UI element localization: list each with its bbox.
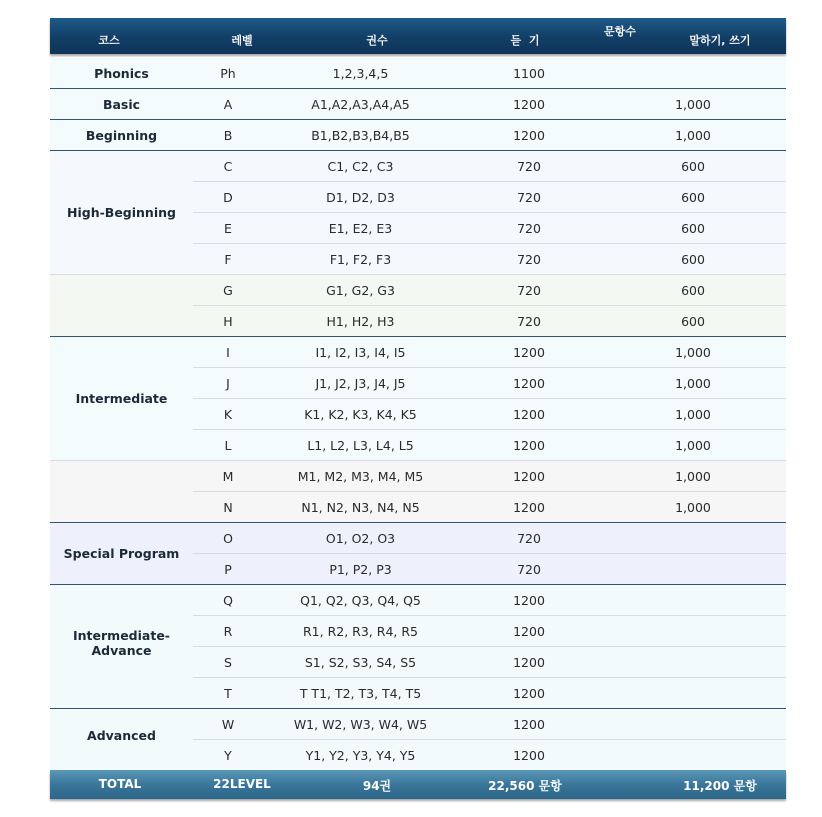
- header-books: 권수: [366, 34, 388, 47]
- header-listening: 듣 기: [510, 34, 540, 47]
- books-cell: N1, N2, N3, N4, N5: [263, 492, 458, 523]
- listening-cell: 1200: [458, 368, 600, 399]
- books-cell: E1, E2, E3: [263, 213, 458, 244]
- speaking-cell: [600, 709, 786, 740]
- listening-cell: 1200: [458, 492, 600, 523]
- course-spacer: [50, 275, 193, 337]
- books-cell: P1, P2, P3: [263, 554, 458, 585]
- level-cell: Y: [193, 740, 263, 771]
- table-row: [50, 275, 786, 306]
- level-cell: D: [193, 182, 263, 213]
- level-cell: T: [193, 678, 263, 709]
- level-cell: C: [193, 151, 263, 182]
- level-cell: N: [193, 492, 263, 523]
- course-spacer: [50, 461, 193, 523]
- books-cell: B1,B2,B3,B4,B5: [263, 120, 458, 151]
- speaking-cell: 1,000: [600, 399, 786, 430]
- table-row: [50, 461, 786, 492]
- books-cell: A1,A2,A3,A4,A5: [263, 89, 458, 120]
- books-cell: D1, D2, D3: [263, 182, 458, 213]
- books-cell: F1, F2, F3: [263, 244, 458, 275]
- books-cell: W1, W2, W3, W4, W5: [263, 709, 458, 740]
- listening-cell: 1200: [458, 89, 600, 120]
- level-cell: O: [193, 523, 263, 554]
- books-cell: L1, L2, L3, L4, L5: [263, 430, 458, 461]
- table-row: [50, 58, 786, 89]
- listening-cell: 720: [458, 151, 600, 182]
- listening-cell: 720: [458, 554, 600, 585]
- level-cell: I: [193, 337, 263, 368]
- course-name: Intermediate: [50, 337, 193, 461]
- speaking-cell: [600, 523, 786, 554]
- table-header: [50, 18, 786, 54]
- table-row: [50, 337, 786, 368]
- listening-cell: 720: [458, 275, 600, 306]
- books-cell: C1, C2, C3: [263, 151, 458, 182]
- speaking-cell: [600, 554, 786, 585]
- level-cell: M: [193, 461, 263, 492]
- total-label: TOTAL: [98, 777, 142, 791]
- level-cell: R: [193, 616, 263, 647]
- header-course: 코스: [98, 34, 120, 47]
- books-cell: H1, H2, H3: [263, 306, 458, 337]
- table-row: [50, 709, 786, 740]
- listening-cell: 1200: [458, 120, 600, 151]
- speaking-cell: 600: [600, 182, 786, 213]
- speaking-cell: [600, 58, 786, 89]
- table-row: [50, 523, 786, 554]
- level-cell: J: [193, 368, 263, 399]
- total-books: 94권: [362, 779, 392, 793]
- level-cell: W: [193, 709, 263, 740]
- total-speaking: 11,200 문항: [683, 779, 757, 793]
- books-cell: Y1, Y2, Y3, Y4, Y5: [263, 740, 458, 771]
- header-level: 레벨: [231, 34, 253, 47]
- header-sentence-count: 문항수: [604, 25, 636, 38]
- books-cell: S1, S2, S3, S4, S5: [263, 647, 458, 678]
- books-cell: M1, M2, M3, M4, M5: [263, 461, 458, 492]
- books-cell: G1, G2, G3: [263, 275, 458, 306]
- course-name: Advanced: [50, 709, 193, 771]
- books-cell: O1, O2, O3: [263, 523, 458, 554]
- speaking-cell: 600: [600, 306, 786, 337]
- speaking-cell: 600: [600, 151, 786, 182]
- listening-cell: 1200: [458, 740, 600, 771]
- header-speaking-writing: 말하기, 쓰기: [689, 34, 751, 47]
- speaking-cell: 1,000: [600, 337, 786, 368]
- speaking-cell: [600, 647, 786, 678]
- level-cell: E: [193, 213, 263, 244]
- listening-cell: 720: [458, 306, 600, 337]
- books-cell: 1,2,3,4,5: [263, 58, 458, 89]
- listening-cell: 1200: [458, 709, 600, 740]
- level-cell: P: [193, 554, 263, 585]
- speaking-cell: 600: [600, 244, 786, 275]
- speaking-cell: 1,000: [600, 120, 786, 151]
- listening-cell: 1200: [458, 585, 600, 616]
- course-table: [50, 58, 786, 770]
- books-cell: J1, J2, J3, J4, J5: [263, 368, 458, 399]
- level-cell: A: [193, 89, 263, 120]
- table-row: [50, 585, 786, 616]
- listening-cell: 1200: [458, 399, 600, 430]
- level-cell: F: [193, 244, 263, 275]
- books-cell: R1, R2, R3, R4, R5: [263, 616, 458, 647]
- listening-cell: 1200: [458, 647, 600, 678]
- speaking-cell: 600: [600, 275, 786, 306]
- course-name: High-Beginning: [50, 151, 193, 275]
- course-name: Intermediate-Advance: [50, 585, 193, 709]
- course-table-container: [50, 18, 786, 799]
- speaking-cell: 1,000: [600, 492, 786, 523]
- level-cell: G: [193, 275, 263, 306]
- speaking-cell: 1,000: [600, 89, 786, 120]
- table-row: [50, 89, 786, 120]
- listening-cell: 1100: [458, 58, 600, 89]
- total-levels: 22LEVEL: [213, 777, 271, 791]
- speaking-cell: 1,000: [600, 461, 786, 492]
- listening-cell: 720: [458, 523, 600, 554]
- total-listening: 22,560 문항: [488, 779, 562, 793]
- level-cell: Ph: [193, 58, 263, 89]
- listening-cell: 1200: [458, 678, 600, 709]
- level-cell: Q: [193, 585, 263, 616]
- course-name: Special Program: [50, 523, 193, 585]
- level-cell: B: [193, 120, 263, 151]
- listening-cell: 720: [458, 213, 600, 244]
- books-cell: Q1, Q2, Q3, Q4, Q5: [263, 585, 458, 616]
- books-cell: I1, I2, I3, I4, I5: [263, 337, 458, 368]
- speaking-cell: [600, 678, 786, 709]
- speaking-cell: 600: [600, 213, 786, 244]
- speaking-cell: [600, 585, 786, 616]
- listening-cell: 720: [458, 244, 600, 275]
- level-cell: K: [193, 399, 263, 430]
- speaking-cell: [600, 740, 786, 771]
- books-cell: K1, K2, K3, K4, K5: [263, 399, 458, 430]
- listening-cell: 1200: [458, 337, 600, 368]
- course-name: Beginning: [50, 120, 193, 151]
- level-cell: L: [193, 430, 263, 461]
- table-row: [50, 120, 786, 151]
- level-cell: H: [193, 306, 263, 337]
- speaking-cell: 1,000: [600, 368, 786, 399]
- listening-cell: 1200: [458, 616, 600, 647]
- speaking-cell: [600, 616, 786, 647]
- listening-cell: 1200: [458, 430, 600, 461]
- course-name: Phonics: [50, 58, 193, 89]
- total-row: [50, 770, 786, 799]
- table-row: [50, 151, 786, 182]
- listening-cell: 1200: [458, 461, 600, 492]
- books-cell: T T1, T2, T3, T4, T5: [263, 678, 458, 709]
- speaking-cell: 1,000: [600, 430, 786, 461]
- listening-cell: 720: [458, 182, 600, 213]
- level-cell: S: [193, 647, 263, 678]
- course-name: Basic: [50, 89, 193, 120]
